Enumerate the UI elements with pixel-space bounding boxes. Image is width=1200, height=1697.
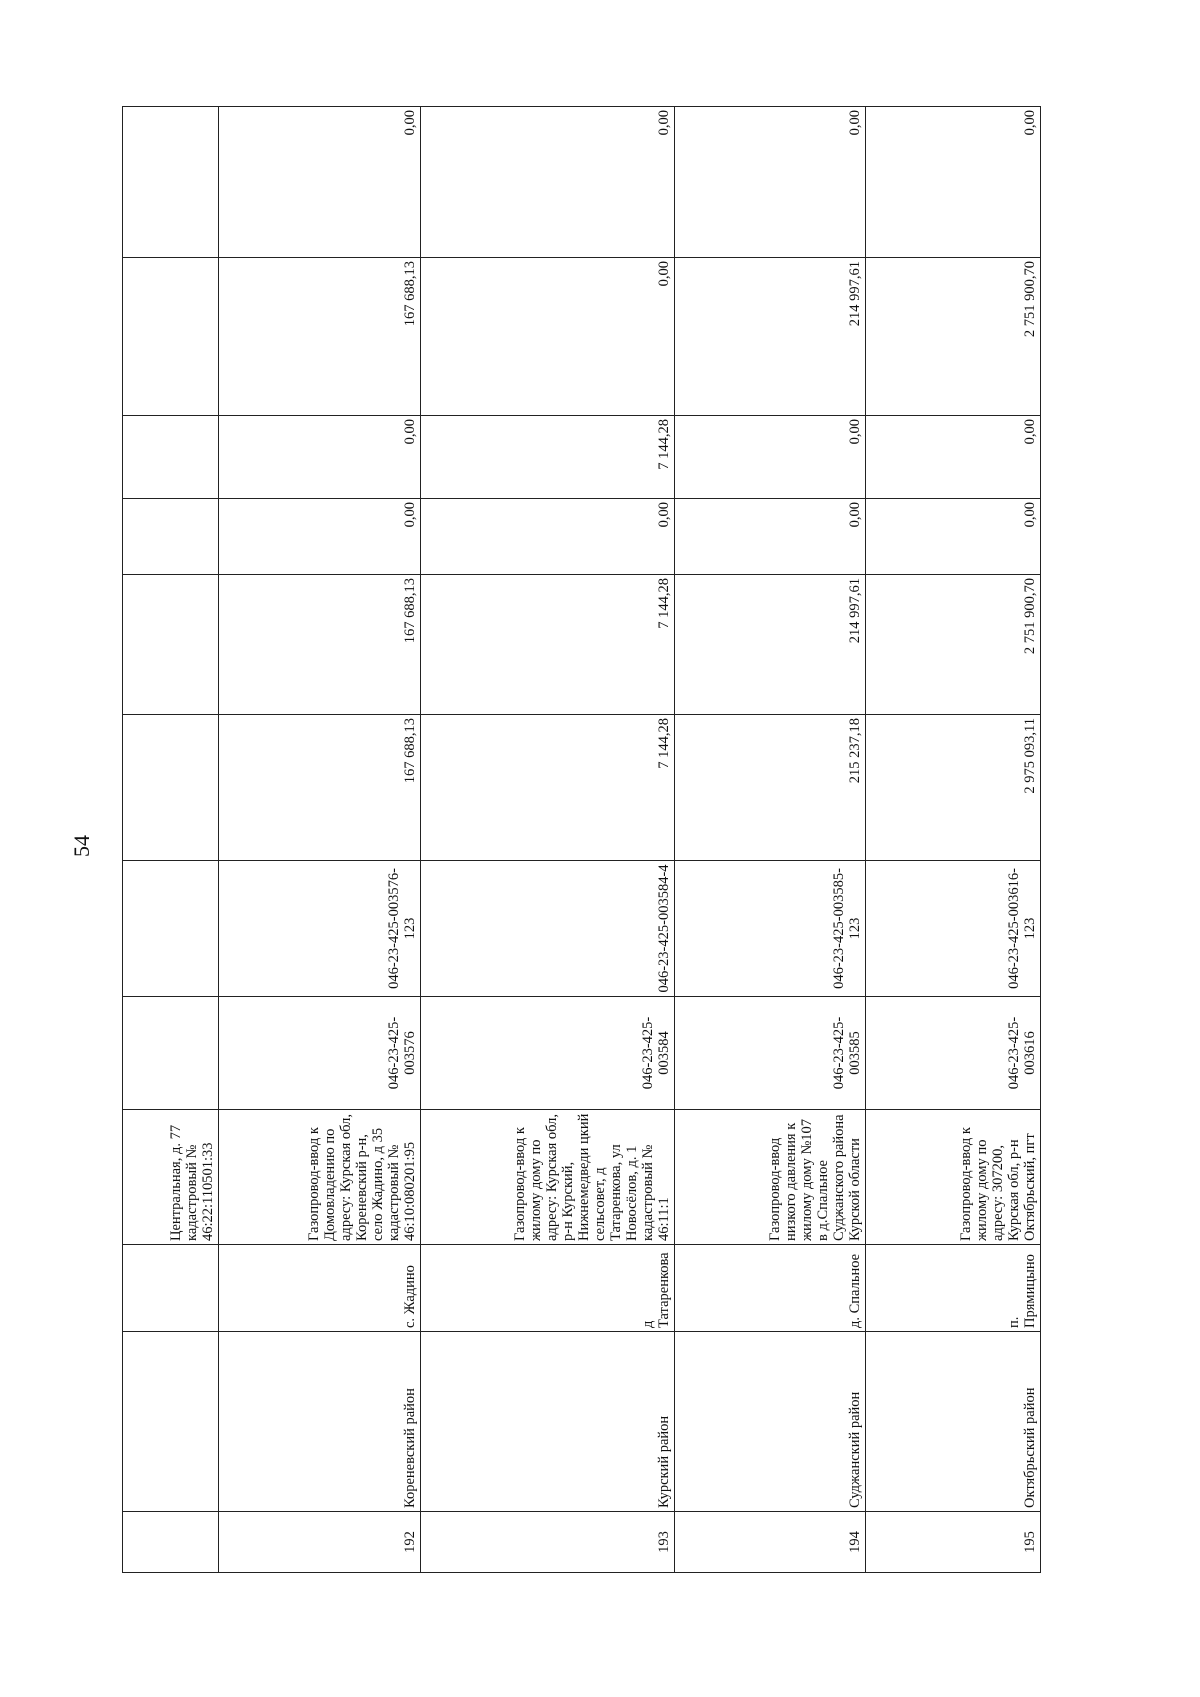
table-container xyxy=(122,107,1038,1573)
cell-col-b xyxy=(123,416,219,499)
cell-col-b: 0,00 xyxy=(219,416,421,499)
cell-index: 194 xyxy=(675,1512,866,1573)
cell-amount: 7 144,28 xyxy=(421,575,675,715)
cell-col-d: 0,00 xyxy=(675,107,866,258)
cell-code: 046-23-425-003585 xyxy=(675,997,866,1110)
cell-description: Центральная, д. 77 кадастровый № 46:22:110501:33 xyxy=(123,1110,219,1245)
cell-col-c xyxy=(123,258,219,416)
cell-col-d: 0,00 xyxy=(421,107,675,258)
cell-code: 046-23-425-003616 xyxy=(866,997,1041,1110)
cell-col-a: 0,00 xyxy=(675,499,866,575)
cell-description: Газопровод-ввод низкого давления к жилому дому №107 в д.Спальное Суджанского района Курской области xyxy=(675,1110,866,1245)
cell-index: 192 xyxy=(219,1512,421,1573)
cell-amount: 167 688,13 xyxy=(219,575,421,715)
cell-code: 046-23-425-003584 xyxy=(421,997,675,1110)
cell-col-c: 2 751 900,70 xyxy=(866,258,1041,416)
cell-district: Суджанский район xyxy=(675,1332,866,1512)
cell-code xyxy=(123,997,219,1110)
cell-index xyxy=(123,1512,219,1573)
cell-col-a xyxy=(123,499,219,575)
cell-amount xyxy=(123,575,219,715)
cell-col-c: 214 997,61 xyxy=(675,258,866,416)
cell-col-a: 0,00 xyxy=(219,499,421,575)
cell-total: 167 688,13 xyxy=(219,715,421,861)
cell-col-d: 0,00 xyxy=(219,107,421,258)
cell-contract: 046-23-425-003584-4 xyxy=(421,861,675,997)
cell-district: Кореневский район xyxy=(219,1332,421,1512)
cell-col-a: 0,00 xyxy=(421,499,675,575)
cell-settlement xyxy=(123,1245,219,1332)
cell-col-c: 167 688,13 xyxy=(219,258,421,416)
cell-col-b: 0,00 xyxy=(866,416,1041,499)
cell-total: 215 237,18 xyxy=(675,715,866,861)
registry-table xyxy=(122,106,1041,1573)
cell-district: Октябрьский район xyxy=(866,1332,1041,1512)
cell-col-d: 0,00 xyxy=(866,107,1041,258)
cell-contract: 046-23-425-003585-123 xyxy=(675,861,866,997)
cell-amount: 214 997,61 xyxy=(675,575,866,715)
cell-settlement: д. Спальное xyxy=(675,1245,866,1332)
table-row-continuation xyxy=(123,107,219,1573)
cell-col-a: 0,00 xyxy=(866,499,1041,575)
cell-col-d xyxy=(123,107,219,258)
cell-district xyxy=(123,1332,219,1512)
cell-total: 7 144,28 xyxy=(421,715,675,861)
cell-total xyxy=(123,715,219,861)
table-row xyxy=(866,107,1041,1573)
cell-settlement: с. Жадино xyxy=(219,1245,421,1332)
cell-col-b: 0,00 xyxy=(675,416,866,499)
rotated-table xyxy=(122,107,1038,1573)
table-row xyxy=(675,107,866,1573)
cell-col-c: 0,00 xyxy=(421,258,675,416)
cell-contract: 046-23-425-003576-123 xyxy=(219,861,421,997)
cell-code: 046-23-425-003576 xyxy=(219,997,421,1110)
cell-settlement: п. Прямицыно xyxy=(866,1245,1041,1332)
cell-settlement: д Татаренкова xyxy=(421,1245,675,1332)
cell-index: 195 xyxy=(866,1512,1041,1573)
cell-contract: 046-23-425-003616-123 xyxy=(866,861,1041,997)
cell-amount: 2 751 900,70 xyxy=(866,575,1041,715)
cell-index: 193 xyxy=(421,1512,675,1573)
cell-col-b: 7 144,28 xyxy=(421,416,675,499)
cell-description: Газопровод-ввод к жилому дому по адресу: Курская обл, р-н Курский, Нижнемедведи цкий сельсовет, д Татаренкова, ул Новосёлов, д. 1 кадастровый № 46:11:1 xyxy=(421,1110,675,1245)
cell-contract xyxy=(123,861,219,997)
table-row xyxy=(421,107,675,1573)
table-row xyxy=(219,107,421,1573)
cell-description: Газопровод-ввод к Домовладению по адресу: Курская обл, Кореневский р-н, село Жадино, д 35 кадастровый № 46:10:080201:95 xyxy=(219,1110,421,1245)
cell-total: 2 975 093,11 xyxy=(866,715,1041,861)
cell-district: Курский район xyxy=(421,1332,675,1512)
page-number: 54 xyxy=(69,835,94,857)
cell-description: Газопровод-ввод к жилому дому по адресу: 307200, Курская обл, р-н Октябрьский, пгт xyxy=(866,1110,1041,1245)
